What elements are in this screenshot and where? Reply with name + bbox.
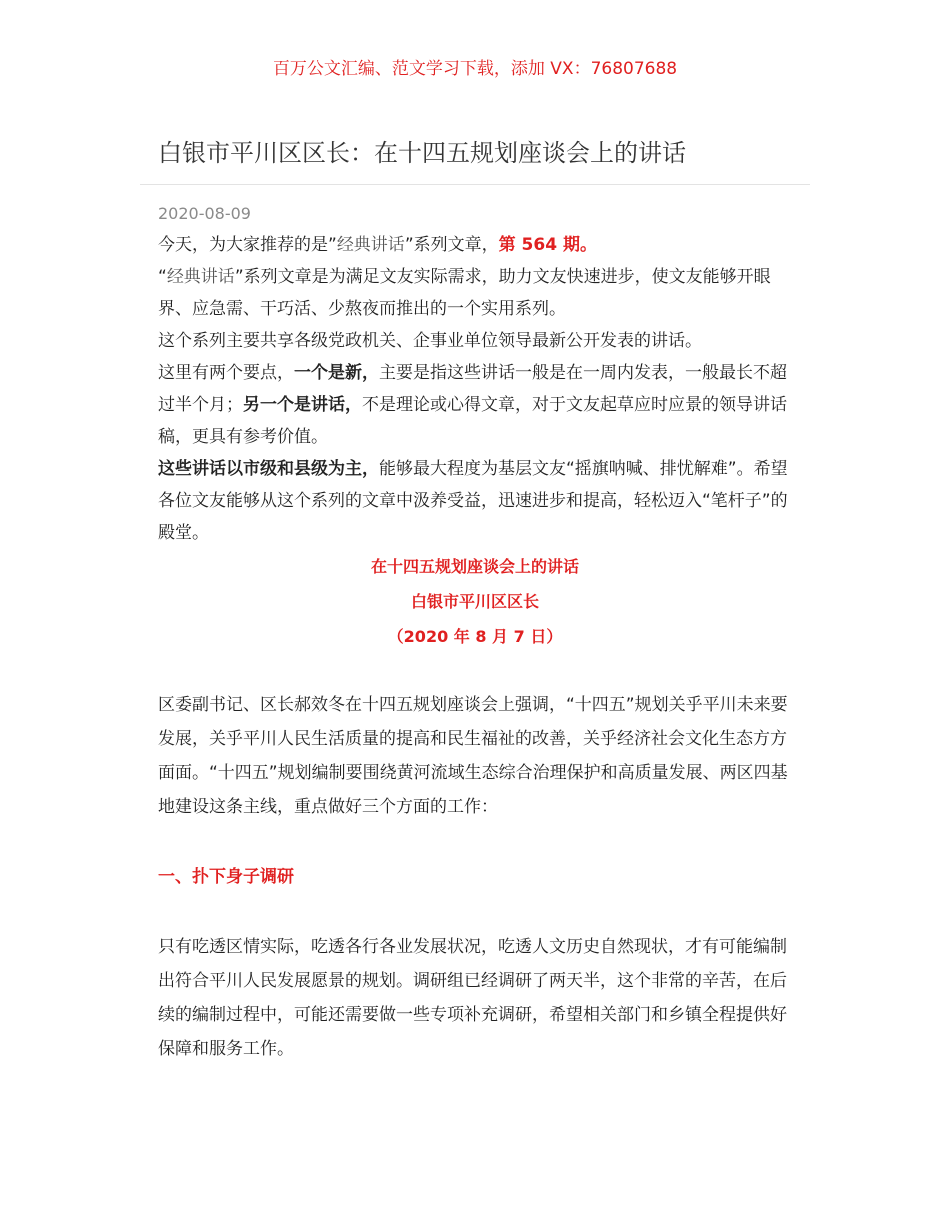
section-1-heading: 一、扑下身子调研 <box>158 867 294 887</box>
key-point-3: 这些讲话以市级和县级为主， <box>158 459 379 479</box>
intro-paragraph-1 <box>158 229 794 261</box>
intro-paragraph-4 <box>158 357 794 453</box>
speech-speaker: 白银市平川区区长 <box>410 592 539 611</box>
body-paragraph-1: 区委副书记、区长郝效冬在十四五规划座谈会上强调，“十四五”规划关乎平川未来要发展，关乎平川人民生活质量的提高和民生福祉的改善，关乎经济社会文化生态方方面面。“十四五”规划编制要围绕黄河流域生态综合治理保护和高质量发展、两区四基地建设这条主线，重点做好三个方面的工作： <box>158 695 788 817</box>
intro-text: 不是理论或心得文章，对于文友起草应时应景的领导讲话稿，更具有参考价值。 <box>158 395 787 447</box>
intro-text: “ <box>158 267 167 287</box>
intro-text: 这里有两个要点， <box>158 363 294 383</box>
key-point-1: 一个是新， <box>294 363 379 383</box>
article-title: 白银市平川区区长：在十四五规划座谈会上的讲话 <box>158 139 686 167</box>
speech-header <box>0 549 950 654</box>
series-name: 经典讲话 <box>166 267 235 287</box>
intro-text: 能够最大程度为基层文友“摇旗呐喊、排忧解难”。希望各位文友能够从这个系列的文章中汲养受益，迅速进步和提高，轻松迈入“笔杆子”的殿堂。 <box>158 459 788 543</box>
intro-text: ”系列文章， <box>404 235 499 255</box>
speech-title: 在十四五规划座谈会上的讲话 <box>370 557 579 576</box>
key-point-2: 另一个是讲话， <box>243 395 362 415</box>
title-divider <box>140 184 810 185</box>
intro-text: ”系列文章是为满足文友实际需求，助力文友快速进步，使文友能够开眼界、应急需、干巧活、少熬夜而推出的一个实用系列。 <box>158 267 771 319</box>
speech-date: （2020 年 8 月 7 日） <box>387 627 563 646</box>
intro-paragraph-2 <box>158 261 794 325</box>
publish-date: 2020-08-09 <box>158 204 251 223</box>
issue-number: 第 564 期。 <box>498 235 597 255</box>
series-name: 经典讲话 <box>336 235 405 255</box>
promo-banner[interactable]: 百万公文汇编、范文学习下载，添加 VX：76807688 <box>272 59 678 79</box>
body-paragraph-2: 只有吃透区情实际，吃透各行各业发展状况，吃透人文历史自然现状，才有可能编制出符合平川人民发展愿景的规划。调研组已经调研了两天半，这个非常的辛苦，在后续的编制过程中，可能还需要做一些专项补充调研，希望相关部门和乡镇全程提供好保障和服务工作。 <box>158 937 787 1059</box>
intro-text: 主要是指这些讲话一般是在一周内发表，一般最长不超过半个月； <box>158 363 787 415</box>
intro-section <box>158 229 794 549</box>
intro-text: 今天，为大家推荐的是” <box>158 235 337 255</box>
intro-paragraph-5 <box>158 453 794 549</box>
intro-paragraph-3: 这个系列主要共享各级党政机关、企事业单位领导最新公开发表的讲话。 <box>158 331 702 351</box>
